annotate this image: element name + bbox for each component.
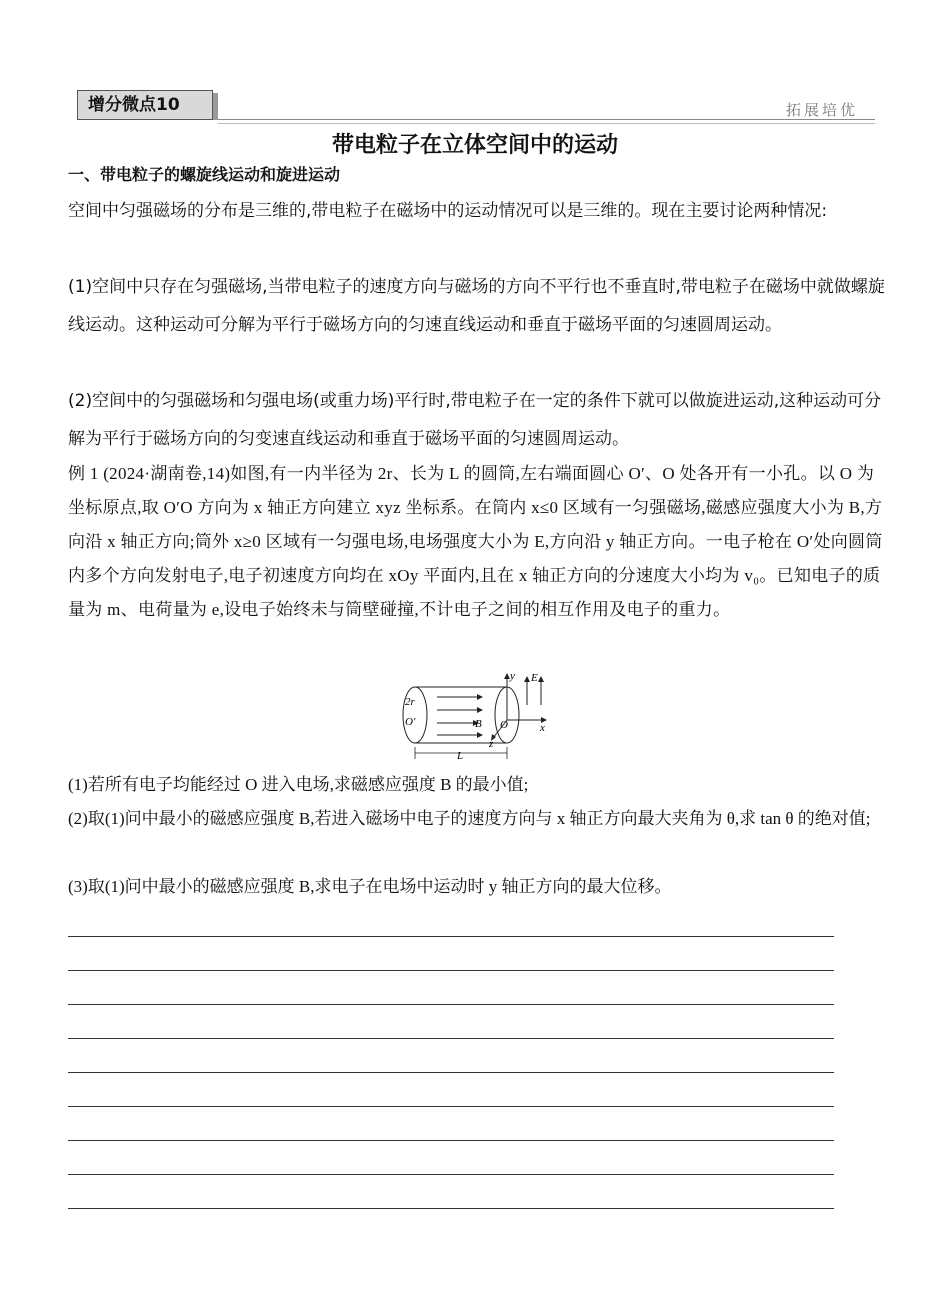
e-field-label: E: [531, 672, 538, 684]
answer-line[interactable]: [68, 1174, 834, 1208]
header-rule-secondary: [218, 123, 875, 124]
example-problem: 例 1 (2024·湖南卷,14)如图,有一内半径为 2r、长为 L 的圆筒,左右端面圆心 O′、O 处各开有一小孔。以 O 为坐标原点,取 O′O 方向为 x 轴正方向建立 xyz 坐标系。在筒内 x≤0 区域有一匀强磁场,磁感应强度大小为 B,方向沿 x 轴正方向;筒外 x≥0 区域有一匀强电场,电场强度大小为 E,方向沿 y 轴正方向。一电子枪在 O′处向圆筒内多个方向发射电子,电子初速度方向均在 xOy 平面内,且在 x 轴正方向的分速度大小均为 v₀。已知电子的质量为 m、电荷量为 e,设电子始终未与筒壁碰撞,不计电子之间的相互作用及电子的重力。: [68, 464, 883, 619]
section-tag-shadow: [213, 93, 218, 120]
answer-line[interactable]: [68, 1038, 834, 1072]
right-center-label: O: [500, 719, 508, 731]
e-field-arrowhead: [538, 676, 544, 682]
header-rule: [218, 119, 875, 120]
intro-paragraph: 空间中匀强磁场的分布是三维的,带电粒子在磁场中的运动情况可以是三维的。现在主要讨论两种情况:: [68, 201, 828, 221]
section-heading: 一、带电粒子的螺旋线运动和旋进运动: [68, 165, 341, 184]
question-2: (2)取(1)问中最小的磁感应强度 B,若进入磁场中电子的速度方向与 x 轴正方向最大夹角为 θ,求 tan θ 的绝对值;: [68, 809, 871, 828]
left-center-label: O′: [405, 716, 416, 728]
answer-line[interactable]: [68, 936, 834, 970]
b-field-arrowhead: [477, 694, 483, 700]
page-title: 带电粒子在立体空间中的运动: [331, 133, 618, 158]
answer-line[interactable]: [68, 970, 834, 1004]
question-3: (3)取(1)问中最小的磁感应强度 B,求电子在电场中运动时 y 轴正方向的最大位移。: [68, 877, 672, 896]
b-field-label: B: [475, 718, 482, 730]
x-axis-label: x: [540, 722, 545, 734]
answer-line[interactable]: [68, 1004, 834, 1038]
cylinder-diagram: [395, 665, 555, 763]
b-field-arrowhead: [477, 707, 483, 713]
answer-line[interactable]: [68, 1106, 834, 1140]
y-axis-label: y: [510, 670, 515, 682]
case1-paragraph: (1)空间中只存在匀强磁场,当带电粒子的速度方向与磁场的方向不平行也不垂直时,带电粒子在磁场中就做螺旋线运动。这种运动可分解为平行于磁场方向的匀速直线运动和垂直于磁场平面的匀速圆周运动。: [68, 277, 885, 335]
case2-paragraph: (2)空间中的匀强磁场和匀强电场(或重力场)平行时,带电粒子在一定的条件下就可以做旋进运动,这种运动可分解为平行于磁场方向的匀变速直线运动和垂直于磁场平面的匀速圆周运动。: [68, 391, 882, 449]
b-field-arrowhead: [477, 732, 483, 738]
length-label: L: [457, 750, 464, 762]
answer-line[interactable]: [68, 1208, 834, 1242]
header-category-label: 拓展培优: [785, 101, 858, 119]
answer-area: [68, 936, 834, 1242]
question-1: (1)若所有电子均能经过 O 进入电场,求磁感应强度 B 的最小值;: [68, 775, 529, 794]
section-tag: 增分微点10: [77, 90, 213, 120]
answer-line[interactable]: [68, 1072, 834, 1106]
e-field-arrowhead: [524, 676, 530, 682]
answer-line[interactable]: [68, 1140, 834, 1174]
z-axis-label: z: [489, 738, 494, 750]
radius-label: 2r: [405, 696, 415, 708]
